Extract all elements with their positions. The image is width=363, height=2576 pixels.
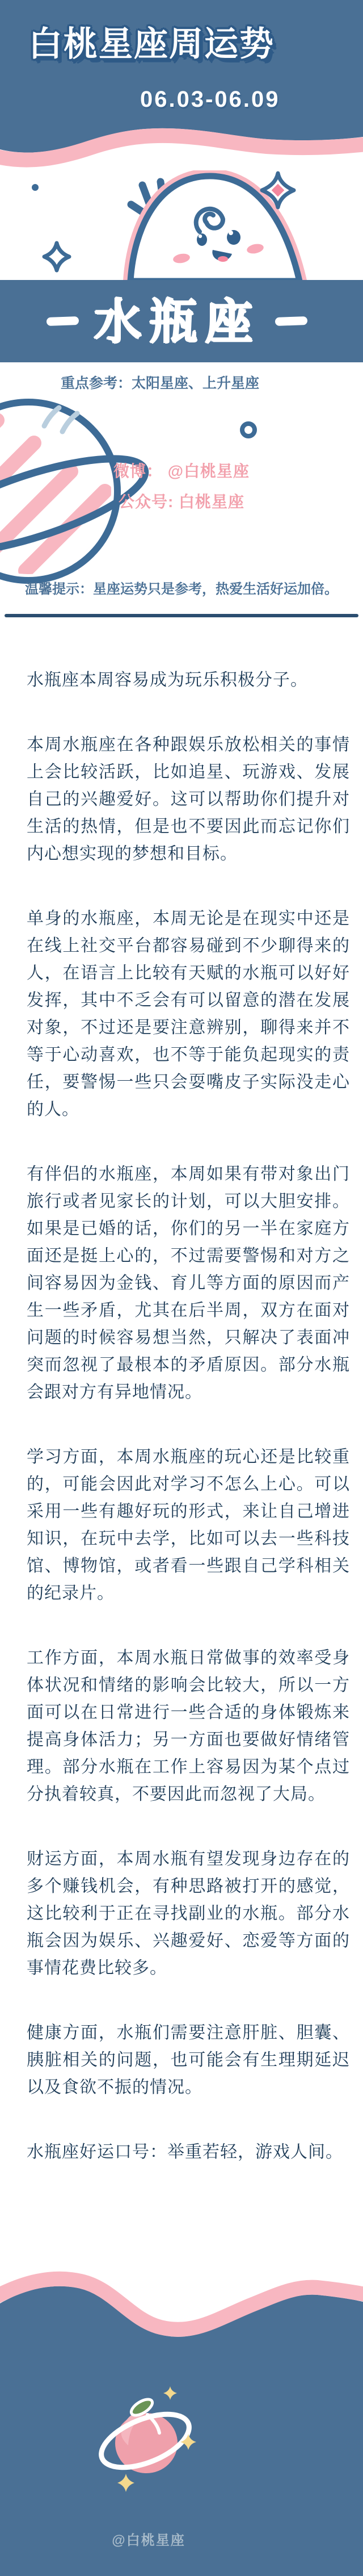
footer-handle: @白桃星座 [112,2533,185,2548]
fortune-paragraph: 学习方面，本周水瓶座的玩心还是比较重的，可能会因此对学习不怎么上心。可以采用一些有趣好玩的形式，来让自己增进知识，在玩中去学，比如可以去一些科技馆、博物馆，或者看一些跟自己学科相关的纪录片。 [27,1448,350,1603]
banner-dash-right [275,316,307,326]
ring-dot-decor [242,424,255,436]
banner-dash-left [47,316,79,326]
fortune-text [27,667,350,2203]
weibo-handle: 微博： @白桃星座 [113,462,250,480]
planet-illustration [0,398,363,585]
sign-banner [0,280,363,362]
fortune-paragraph: 有伴侣的水瓶座，本周如果有带对象出门旅行或者见家长的计划，可以大胆安排。如果是已婚的话，你们的另一半在家庭方面还是挺上心的，不过需要警惕和对方之间容易因为金钱、育儿等方面的原因而产生一些矛盾，尤其在后半周，双方在面对问题的时候容易想当然，只解决了表面冲突而忽视了最根本的矛盾原因。部分水瓶会跟对方有异地情况。 [27,1165,350,1402]
fortune-paragraph: 单身的水瓶座，本周无论是在现实中还是在线上社交平台都容易碰到不少聊得来的人，在语言上比较有天赋的水瓶可以好好发挥，其中不乏会有可以留意的潜在发展对象，不过还是要注意辨别，聊得来并不等于心动喜欢，也不等于能负起现实的责任，要警惕一些只会耍嘴皮子实际没走心的人。 [27,909,350,1119]
fortune-paragraph: 本周水瓶座在各种跟娱乐放松相关的事情上会比较活跃，比如追星、玩游戏、发展自己的兴趣爱好。这可以帮助你们提升对生活的热情，但是也不要因此而忘记你们内心想实现的梦想和目标。 [27,735,350,863]
footer-wave-background [0,2260,363,2576]
reference-note: 重点参考：太阳星座、上升星座 [61,375,260,391]
page-title: 白桃星座周运势 [28,25,275,63]
sign-name: 水瓶座 [93,294,260,348]
fortune-paragraph: 水瓶座本周容易成为玩乐积极分子。 [27,671,308,689]
fortune-paragraph: 健康方面，水瓶们需要注意肝脏、胆囊、胰脏相关的问题，也可能会有生理期延迟以及食欲不振的情况。 [27,2023,350,2097]
sign-banner-inner [47,294,307,348]
sparkle-icon [44,243,69,270]
tip-note: 温馨提示：星座运势只是参考，热爱生活好运加倍。 [25,582,338,597]
mascot-tongue [218,256,228,262]
fortune-paragraph: 水瓶座好运口号：举重若轻，游戏人间。 [27,2143,343,2161]
date-range: 06.03-06.09 [140,87,280,112]
wechat-handle: 公众号: 白桃星座 [118,493,245,511]
fortune-paragraph: 工作方面，本周水瓶日常做事的效率受身体状况和情绪的影响会比较大，所以一方面可以在日常进行一些合适的身体锻炼来提高身体活力；另一方面也要做好情绪管理。部分水瓶在工作上容易因为某个点过分执着较真，不要因此而忽视了大局。 [27,1649,350,1804]
fortune-paragraph: 财运方面，本周水瓶有望发现身边存在的多个赚钱机会，有种思路被打开的感觉，这比较利于正在寻找副业的水瓶。部分水瓶会因为娱乐、兴趣爱好、恋爱等方面的事情花费比较多。 [27,1850,350,1977]
mascot-illustration [0,170,363,280]
dot-decor [32,184,39,191]
divider-line [5,614,358,617]
